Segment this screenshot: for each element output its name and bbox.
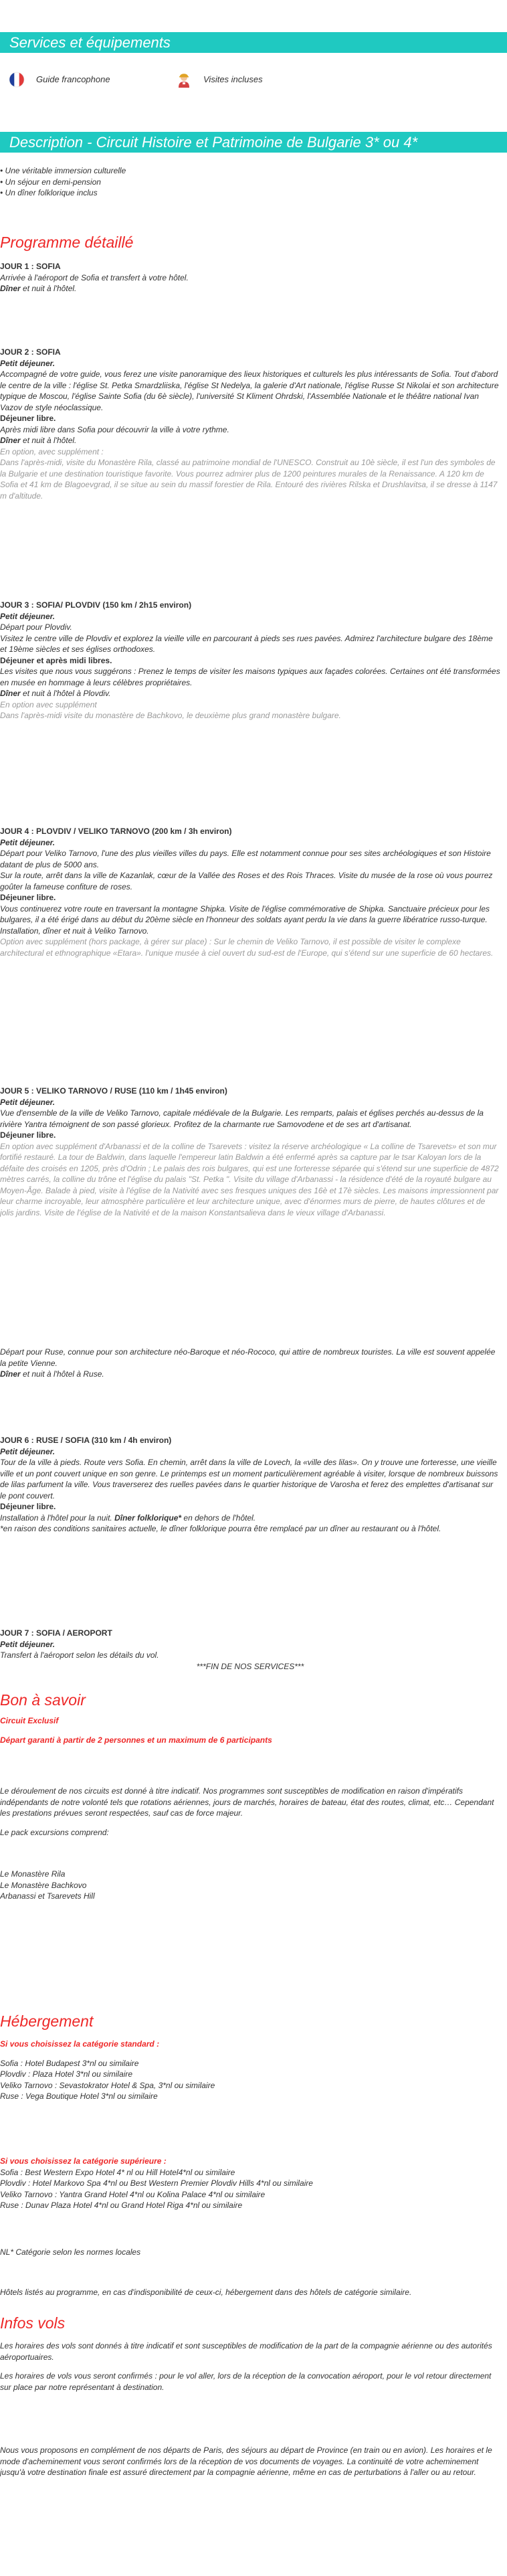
paragraph: Visitez le centre ville de Plovdiv et explorez la vieille ville en parcourant à pieds ses rues pavées. Admirez l'architecture bulgare des 18ème et 19ème siècles et ses églises orthodoxes. [0,633,493,654]
install-text: Installation à l'hôtel pour la nuit. [0,1513,115,1523]
note: NL* Catégorie selon les normes locales [0,2247,141,2257]
subheading: Si vous choisissez la catégorie supérieure : [0,2156,167,2166]
breakfast-label: Petit déjeuner. [0,1446,56,1456]
hebergement-title: Hébergement [0,2012,94,2030]
paragraph [0,283,500,294]
paragraph [0,1513,500,1524]
list-item: • Un dîner folklorique inclus [0,188,98,197]
list-item: Sofia : Best Western Expo Hotel 4* nl ou Hill Hotel4*nl ou similaire [0,2167,235,2177]
description-banner [0,132,507,153]
list-item: • Une véritable immersion culturelle [0,166,126,175]
breakfast-label: Petit déjeuner. [0,1097,56,1107]
day-6 [0,1435,500,1535]
lunch-label: Déjeuner libre. [0,1130,56,1140]
breakfast-label: Petit déjeuner. [0,611,56,621]
day-heading: JOUR 5 : VELIKO TARNOVO / RUSE (110 km / 1h45 environ) [0,1086,227,1096]
paragraph: Tour de la ville à pieds. Route vers Sofia. En chemin, arrêt dans la ville de Lovech, la «ville des lilas». On y trouve une forteresse, une vieille ville et un pont couvert unique en son genre. Le printemps est un moment particulièrement agréable à visiter, lorsque de nombreux buissons de lilas parfument la ville. Vous traverserez des ruelles pavées dans le quartier historique de Varosha et ferez des emplettes d'artisanat sur le pont couvert. [0,1458,498,1500]
subheading: Départ garanti à partir de 2 personnes et un maximum de 6 participants [0,1735,272,1745]
description-title: Description - Circuit Histoire et Patrimoine de Bulgarie 3* ou 4* [9,134,418,151]
bon-a-savoir-section [0,1715,500,1745]
list-item: Arbanassi et Tsarevets Hill [0,1891,95,1901]
subheading: Si vous choisissez la catégorie standard : [0,2039,160,2049]
list-item: Veliko Tarnovo : Yantra Grand Hotel 4*nl ou Kolina Palace 4*nl ou similaire [0,2189,266,2199]
excursions-list [0,1869,500,1902]
subheading: Circuit Exclusif [0,1716,59,1725]
infos-vols-complement [0,2445,500,2478]
footnote: *en raison des conditions sanitaires actuelle, le dîner folklorique pourra être remplacé par un dîner au restaurant ou à l'hôtel. [0,1524,441,1533]
day-4 [0,826,500,958]
day-7 [0,1628,500,1672]
list-item: Plovdiv : Plaza Hotel 3*nl ou similaire [0,2069,133,2079]
dinner-label: Dîner [0,1369,21,1379]
day-5 [0,1086,500,1218]
french-flag-icon [8,71,25,88]
list-item: • Un séjour en demi-pension [0,177,101,187]
paragraph: Les horaires des vols sont donnés à titre indicatif et sont susceptibles de modification de la part de la compagnie aérienne ou des autorités aéroportuaires. [0,2341,492,2362]
dinner-label: Dîner [0,284,21,293]
paragraph: Départ pour Veliko Tarnovo, l'une des plus vieilles villes du pays. Elle est notamment connue pour ses sites archéologiques et son Histoire datant de plus de 5000 ans. [0,849,491,869]
day-2 [0,347,500,501]
list-item: Ruse : Vega Boutique Hotel 3*nl ou similaire [0,2091,158,2101]
option-text: En option avec supplément d'Arbanassi et de la colline de Tsarevets : visitez la réserve archéologique « La colline de Tsarevets» et son mur fortifié restauré. La tour de Baldwin, dans laquelle l'empereur latin Baldwin a été enfermé après sa capture par le tsar Kaloyan lors de la défaite des croisés en 1205, près d'Odrin ; Le palais des rois bulgares, qui est une forteresse séparée qui s'étend sur une superficie de 4872 mètres carrés, la colline du trône et l'église du palais "St. Petka ". Visite du village d'Arbanassi - la résidence d'été de la royauté bulgare au Moyen-Âge. Balade à pied, visite à l'église de la Nativité avec ses fresques uniques des 16è et 17è siècles. Les maisons impressionnent par leur charme incroyable, leur atmosphère particulière et leur architecture unique, avec d'énormes murs de pierre, de hautes clôtures et de jolis jardins. Visite de l'église de la Nativité et de la maison Konstantsalieva dans le vieux village d'Arbanassi. [0,1141,499,1217]
lunch-label: Déjeuner libre. [0,1502,56,1511]
services-title: Services et équipements [9,34,171,51]
paragraph: Arrivée à l'aéroport de Sofia et transfert à votre hôtel. [0,272,189,282]
night-text: et nuit à l'hôtel. [20,284,77,293]
day-1 [0,261,500,294]
lunch-label: Déjeuner libre. [0,414,56,423]
option-text: Dans l'après-midi visite du monastère de Bachkovo, le deuxième plus grand monastère bulgare. [0,711,341,720]
bon-a-savoir-body [0,1786,500,1838]
programme-title: Programme détaillé [0,234,134,251]
paragraph: Les horaires de vols vous seront confirmés : pour le vol aller, lors de la réception de la convocation aéroport, pour le vol retour directement sur place par notre représentant à destination. [0,2371,492,2392]
paragraph: Départ pour Plovdiv. [0,622,72,632]
day-3 [0,600,500,721]
paragraph: Hôtels listés au programme, en cas d'indisponibilité de ceux-ci, hébergement dans des hôtels de catégorie similaire. [0,2288,412,2297]
paragraph: Le déroulement de nos circuits est donné à titre indicatif. Nos programmes sont susceptibles de modification en raison d'impératifs indépendants de notre volonté tels que rotations aériennes, jours de marchés, horaires de bateau, état des routes, climat, etc… Cependant les prestations prévues seront respectées, sauf cas de force majeur. [0,1786,494,1818]
paragraph: Vous continuerez votre route en traversant la montagne Shipka. Visite de l'église commémorative de Shipka. Sanctuaire précieux pour les bulgares, il a été érigé dans au début du 20ème siècle en l'honneur des soldats ayant perdu la vie dans la guerre libératrice russo-turque. [0,904,490,924]
list-item: Plovdiv : Hotel Markovo Spa 4*nl ou Best Western Premier Plovdiv Hills 4*nl ou similaire [0,2178,313,2188]
paragraph: Transfert à l'aéroport selon les détails du vol. [0,1650,159,1660]
infos-vols-body [0,2340,500,2393]
list-item: Sofia : Hotel Budapest 3*nl ou similaire [0,2058,139,2068]
dinner-label: Dîner [0,689,21,698]
lunch-label: Déjeuner libre. [0,893,56,902]
standard-hotels [0,2039,500,2102]
paragraph: Après midi libre dans Sofia pour découvrir la ville à votre rythme. [0,424,229,434]
paragraph [0,688,500,699]
paragraph: Installation, dîner et nuit à Veliko Tarnovo. [0,926,149,936]
breakfast-label: Petit déjeuner. [0,1639,56,1649]
night-text: et nuit à l'hôtel. [20,436,77,445]
superior-hotels [0,2156,500,2211]
night-text: et nuit à l'hôtel à Ruse. [20,1369,104,1379]
paragraph: Le pack excursions comprend: [0,1827,109,1837]
list-item: Ruse : Dunav Plaza Hotel 4*nl ou Grand Hotel Riga 4*nl ou similaire [0,2201,243,2210]
dinner-label: Dîner [0,436,21,445]
bon-a-savoir-title: Bon à savoir [0,1691,86,1709]
option-text: Option avec supplément (hors package, à gérer sur place) : Sur le chemin de Veliko Tarnovo, il est possible de visiter le complexe architectural et ethnographique «Etara». l'unique musée à ciel ouvert du sud-est de l'Europe, qui s'étend sur une superficie de 60 hectares. [0,937,494,958]
paragraph [0,435,500,446]
paragraph: Sur la route, arrêt dans la ville de Kazanlak, cœur de la Vallée des Roses et des Rois Thraces. Visite du musée de la rose où vous pourrez goûter la fameuse confiture de roses. [0,871,493,891]
breakfast-label: Petit déjeuner. [0,358,56,368]
paragraph: Départ pour Ruse, connue pour son architecture néo-Baroque et néo-Rococo, qui attire de nombreux touristes. La ville est souvent appelée la petite Vienne. [0,1347,496,1368]
list-item: Le Monastère Rila [0,1869,66,1879]
paragraph: Nous vous proposons en complément de nos départs de Paris, des séjours au départ de Province (en train ou en avion). Les horaires et le mode d'acheminement vous seront confirmés lors de la réception de vos documents de voyages. La continuité de votre acheminement jusqu'à votre destination finale est assuré directement par la compagnie aérienne, même en cas de perturbations à l'aller ou au retour. [0,2445,492,2477]
tour-guide-icon [175,71,193,88]
paragraph: Les visites que nous vous suggérons : Prenez le temps de visiter les maisons typiques aux façades colorées. Certaines ont été transformées en musée en hommage à leurs célèbres propriétaires. [0,667,500,687]
day-heading: JOUR 4 : PLOVDIV / VELIKO TARNOVO (200 km / 3h environ) [0,827,232,836]
highlights-list [0,165,500,199]
services-banner [0,32,507,53]
service-visits-label: Visites incluses [203,74,263,84]
list-item: Veliko Tarnovo : Sevastokrator Hotel & Spa, 3*nl ou similaire [0,2080,215,2090]
option-title: En option, avec supplément : [0,446,104,456]
list-item: Le Monastère Bachkovo [0,1880,87,1890]
infos-vols-title: Infos vols [0,2314,66,2332]
hebergement-notes [0,2247,500,2258]
day-heading: JOUR 3 : SOFIA/ PLOVDIV (150 km / 2h15 environ) [0,600,192,610]
day-5-evening [0,1347,500,1380]
option-title: En option avec supplément [0,699,97,709]
lunch-label: Déjeuner et après midi libres. [0,655,112,665]
breakfast-label: Petit déjeuner. [0,837,56,847]
paragraph: Vue d'ensemble de la ville de Veliko Tarnovo, capitale médiévale de la Bulgarie. Les remparts, palais et églises perchés au-dessus de la rivière Yantra témoignent de son passé glorieux. Profitez de la charmante rue Samovodene et de ses art d'artisanat. [0,1108,484,1129]
day-heading: JOUR 7 : SOFIA / AEROPORT [0,1628,112,1638]
paragraph: Accompagné de votre guide, vous ferez une visite panoramique des lieux historiques et culturels les plus intéressants de Sofia. Tout d'abord le centre de la ville : l'église St. Petka Smardzliiska, l'église St Nedelya, la galerie d'Art nationale, l'église Russe St Nikolai et son architecture typique de Moscou, l'église Sainte Sofia (du 6è siècle), l'université St Kliment Ohrdski, l'Assemblée Nationale et le théâtre national Ivan Vazov de style néoclassique. [0,369,499,412]
hebergement-paragraph [0,2287,500,2298]
night-text: et nuit à l'hôtel à Plovdiv. [20,689,111,698]
option-text: Dans l'après-midi, visite du Monastère Rila, classé au patrimoine mondial de l'UNESCO. Construit au 10è siècle, il est l'un des symboles de la Bulgarie et une destination touristique favorite. Vous pourrez admirer plus de 1200 peintures murales de la Renaissance. A 120 km de Sofia et 41 km de Blagoevgrad, il se situe au sein du massif forestier de Rila. Entouré des rivières Rilska et Drushlavitsa, il se dresse à 1147 m d'altitude. [0,458,498,501]
day-heading: JOUR 2 : SOFIA [0,347,61,357]
folk-dinner-label: Dîner folklorique* [114,1513,182,1523]
day-heading: JOUR 6 : RUSE / SOFIA (310 km / 4h environ) [0,1436,172,1445]
paragraph [0,1369,500,1380]
day-heading: JOUR 1 : SOFIA [0,262,61,271]
end-of-services: ***FIN DE NOS SERVICES*** [196,1661,304,1671]
install-text-end: en dehors de l'hôtel. [181,1513,256,1523]
service-guide-label: Guide francophone [36,74,110,84]
